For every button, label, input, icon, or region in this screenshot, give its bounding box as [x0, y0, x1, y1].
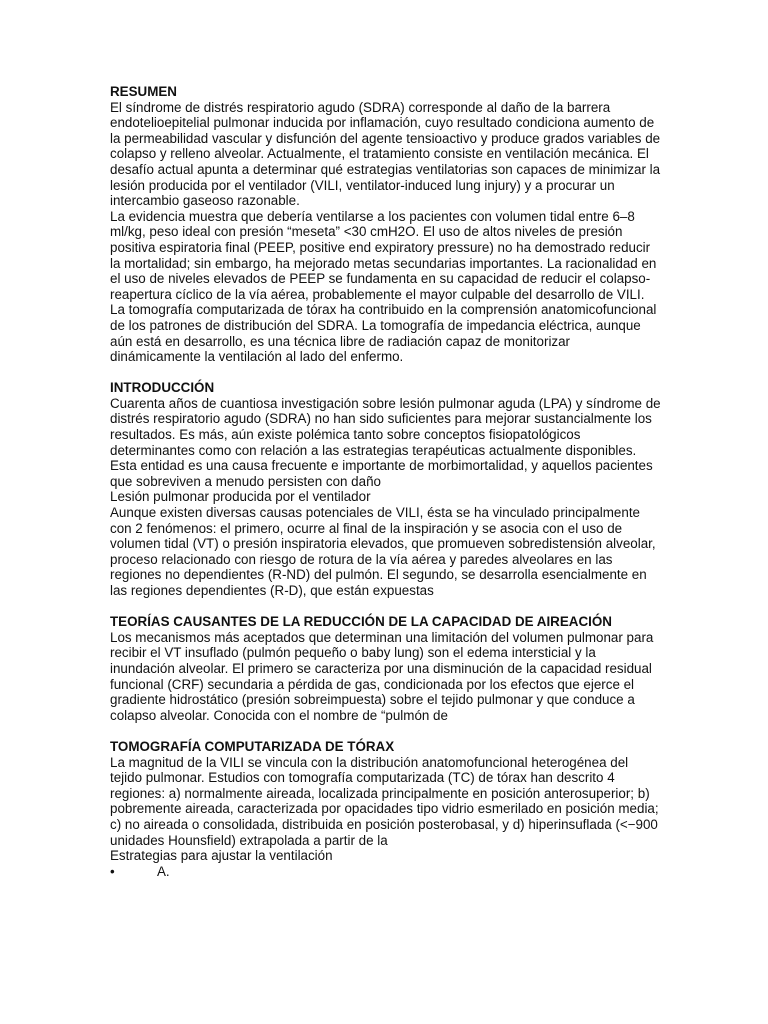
- teorias-heading: TEORÍAS CAUSANTES DE LA REDUCCIÓN DE LA CAPACIDAD DE AIREACIÓN: [110, 614, 612, 630]
- resumen-paragraph: El síndrome de distrés respiratorio agudo (SDRA) corresponde al daño de la barrera endotelioepitelial pulmonar inducida por inflamación, cuyo resultado condiciona aumento de la permeabilidad vascular y disfunción del agente tensioactivo y produce grados variables de colapso y relleno alveolar. Actualmente, el tratamiento consiste en ventilación mecánica. El desafío actual apunta a determinar qué estrategias ventilatorias son capaces de minimizar la lesión producida por el ventilador (VILI, ventilator-induced lung injury) y a procurar un intercambio gaseoso razonable.: [110, 99, 661, 209]
- introduccion-heading: INTRODUCCIÓN: [110, 380, 215, 396]
- section-spacer: [110, 599, 662, 615]
- resumen-paragraph: La evidencia muestra que debería ventilarse a los pacientes con volumen tidal entre 6–8 ml/kg, peso ideal con presión “meseta” <30 cmH2O. El uso de altos niveles de presión positiva espiratoria final (PEEP, positive end expiratory pressure) no ha demostrado reducir la mortalidad; sin embargo, ha mejorado metas secundarias importantes. La racionalidad en el uso de niveles elevados de PEEP se fundamenta en su capacidad de reducir el colapso-reapertura cíclico de la vía aérea, probablemente el mayor culpable del desarrollo de VILI.: [110, 208, 657, 302]
- bullet-text: A.: [157, 863, 170, 879]
- resumen-section: [110, 84, 662, 365]
- resumen-heading: RESUMEN: [110, 84, 177, 99]
- introduccion-section: [110, 380, 662, 598]
- resumen-paragraph: La tomografía computarizada de tórax ha contribuido en la comprensión anatomicofuncional de los patrones de distribución del SDRA. La tomografía de impedancia eléctrica, aunque aún está en desarrollo, es una técnica libre de radiación capaz de monitorizar dinámicamente la ventilación al lado del enfermo.: [110, 302, 657, 365]
- section-spacer: [110, 365, 662, 381]
- bullet-mark: •: [110, 863, 115, 879]
- teorias-paragraph: Los mecanismos más aceptados que determinan una limitación del volumen pulmonar para recibir el VT insuflado (pulmón pequeño o baby lung) son el edema intersticial y la inundación alveolar. El primero se caracteriza por una disminución de la capacidad residual funcional (CRF) secundaria a pérdida de gas, condicionada por los efectos que ejerce el gradiente hidrostático (presión sobreimpuesta) sobre el tejido pulmonar y que conduce a colapso alveolar. Conocida con el nombre de “pulmón de: [110, 629, 654, 723]
- introduccion-paragraph: Esta entidad es una causa frecuente e importante de morbimortalidad, y aquellos pacientes que sobreviven a menudo persisten con daño: [110, 458, 653, 489]
- document-page: [110, 84, 662, 879]
- tomografia-section: [110, 739, 662, 879]
- teorias-section: [110, 614, 662, 723]
- tomografia-subheading: Estrategias para ajustar la ventilación: [110, 848, 333, 864]
- tomografia-paragraph: La magnitud de la VILI se vincula con la distribución anatomofuncional heterogénea del tejido pulmonar. Estudios con tomografía computarizada (TC) de tórax han descrito 4 regiones: a) normalmente aireada, localizada principalmente en posición anterosuperior; b) pobremente aireada, caracterizada por opacidades tipo vidrio esmerilado en posición media; c) no aireada o consolidada, distribuida en posición posterobasal, y d) hiperinsuflada (<−900 unidades Hounsfield) extrapolada a partir de la: [110, 754, 659, 848]
- bullet-item: [110, 864, 662, 880]
- introduccion-paragraph: Aunque existen diversas causas potenciales de VILI, ésta se ha vinculado principalmente con 2 fenómenos: el primero, ocurre al final de la inspiración y se asocia con el uso de volumen tidal (VT) o presión inspiratoria elevados, que promueven sobredistensión alveolar, proceso relacionado con riesgo de rotura de la vía aérea y paredes alveolares en las regiones no dependientes (R-ND) del pulmón. El segundo, se desarrolla esencialmente en las regiones dependientes (R-D), que están expuestas: [110, 505, 656, 598]
- introduccion-subheading: Lesión pulmonar producida por el ventilador: [110, 489, 371, 505]
- introduccion-paragraph: Cuarenta años de cuantiosa investigación sobre lesión pulmonar aguda (LPA) y síndrome de distrés respiratorio agudo (SDRA) no han sido suficientes para mejorar sustancialmente los resultados. Es más, aún existe polémica tanto sobre conceptos fisiopatológicos determinantes como con relación a las estrategias terapéuticas actualmente disponibles.: [110, 395, 661, 458]
- tomografia-heading: TOMOGRAFÍA COMPUTARIZADA DE TÓRAX: [110, 738, 395, 754]
- section-spacer: [110, 723, 662, 739]
